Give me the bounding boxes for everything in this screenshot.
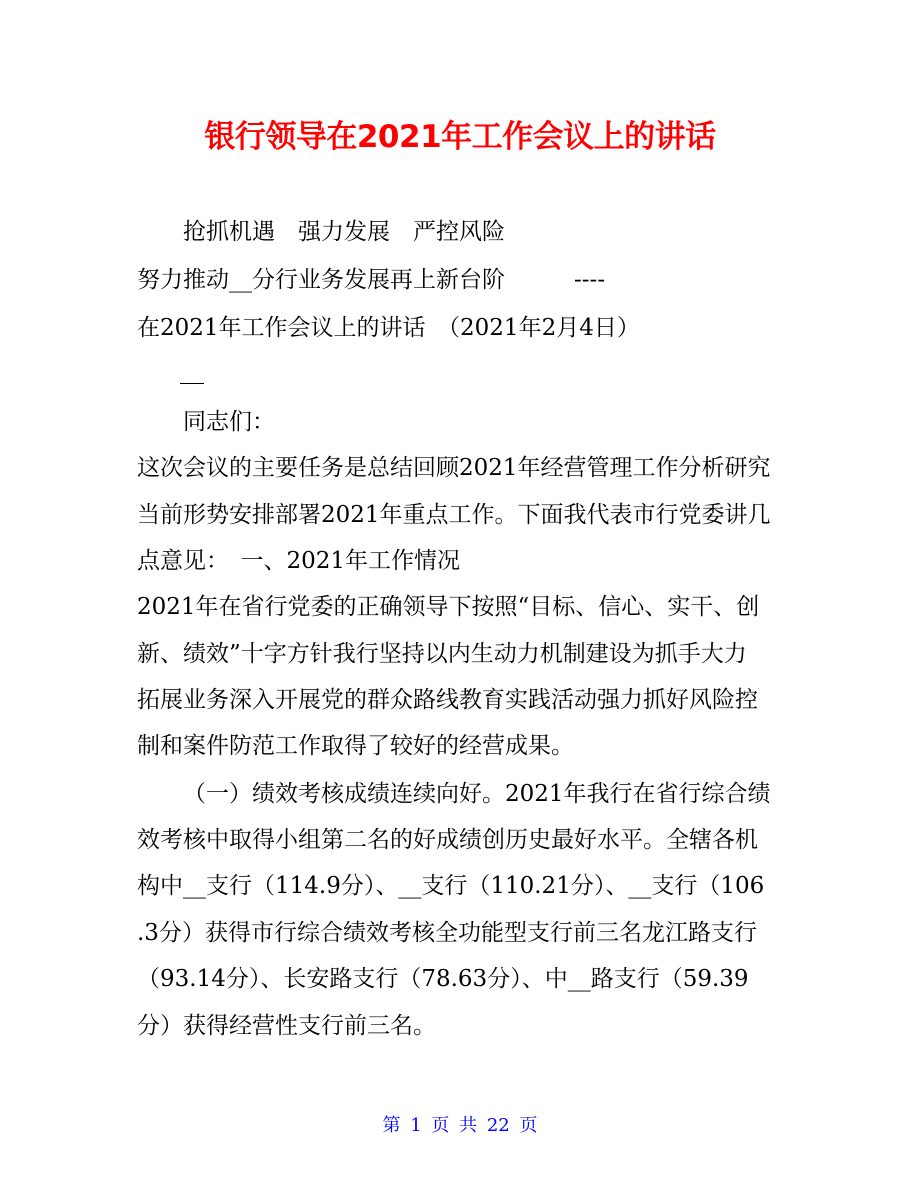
body-line: （一）绩效考核成绩连续向好。2021年我行在省行综合绩 [183,781,771,807]
body-line: 构中__支行（114.9分）、__支行（110.21分）、__支行（106 [137,873,765,899]
document-title: 银行领导在2021年工作会议上的讲话 [204,119,716,155]
subtitle-line-3: 在2021年工作会议上的讲话 （2021年2月4日） [137,315,640,341]
body-line: .3分）获得市行综合绩效考核全功能型支行前三名龙江路支行 [137,920,757,946]
body-line: 2021年在省行党委的正确领导下按照“目标、信心、实干、创 [137,594,760,620]
body-line: 分）获得经营性支行前三名。 [137,1013,436,1039]
body-line: 当前形势安排部署2021年重点工作。下面我代表市行党委讲几 [137,502,771,528]
body-line: 效考核中取得小组第二名的好成绩创历史最好水平。全辖各机 [137,827,758,853]
body-line: 点意见： 一、2021年工作情况 [137,548,461,574]
body-line: 这次会议的主要任务是总结回顾2021年经营管理工作分析研究 [137,455,771,481]
subtitle-line-1: 抢抓机遇 强力发展 严控风险 [183,219,505,245]
salutation: 同志们： [183,409,275,435]
body-line: 制和案件防范工作取得了较好的经营成果。 [137,733,574,759]
page-number-footer: 第 1 页 共 22 页 [382,1115,538,1136]
body-line: 新、绩效”十字方针我行坚持以内生动力机制建设为抓手大力 [137,641,747,667]
body-line: （93.14分）、长安路支行（78.63分）、中__路支行（59.39 [137,966,749,992]
body-line: 拓展业务深入开展党的群众路线教育实践活动强力抓好风险控 [137,687,758,713]
separator-dash [180,383,204,384]
subtitle-line-2: 努力推动__分行业务发展再上新台阶 ---- [137,267,606,293]
